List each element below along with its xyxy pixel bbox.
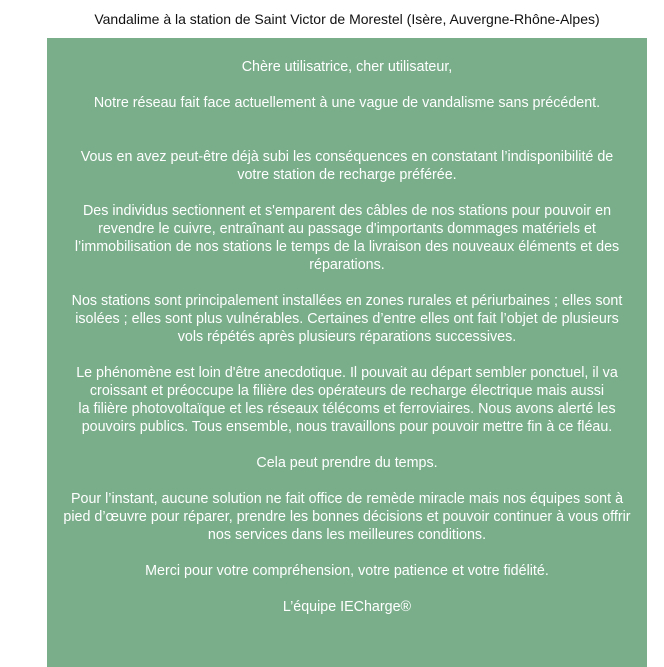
page-title: Vandalime à la station de Saint Victor de Morestel (Isère, Auvergne-Rhône-Alpes) xyxy=(47,0,647,38)
greeting-text: Chère utilisatrice, cher utilisateur, xyxy=(241,59,453,75)
paragraph-thanks: Merci pour votre compréhension, votre patience et votre fidélité. xyxy=(145,563,549,579)
message-panel xyxy=(47,38,647,667)
signature: L’équipe IECharge® xyxy=(282,599,412,615)
paragraph-unavailability: Vous en avez peut-être déjà subi les conséquences en constatant l’indisponibilité de votre station de recharge préférée. xyxy=(80,149,614,183)
paragraph-time: Cela peut prendre du temps. xyxy=(256,455,438,471)
paragraph-phenomenon xyxy=(63,364,631,436)
paragraph-phenomenon-part2: la filière photovoltaïque et les réseaux télécoms et ferroviaires. Nous avons alerté les pouvoirs publics. Tous ensemble, nous travaillons pour pouvoir mettre fin à ce fléau. xyxy=(78,401,616,435)
paragraph-rural-stations: Nos stations sont principalement installées en zones rurales et périurbaines ; elles sont isolées ; elles sont plus vulnérables. Certaines d’entre elles ont fait l’objet de plusieurs vols répétés après plusieurs réparations successives. xyxy=(71,293,623,345)
paragraph-teams: Pour l’instant, aucune solution ne fait office de remède miracle mais nos équipes sont à pied d’œuvre pour réparer, prendre les bonnes décisions et pouvoir continuer à vous offrir nos services dans les meilleures conditions. xyxy=(63,491,631,543)
paragraph-phenomenon-part1: Le phénomène est loin d'être anecdotique. Il pouvait au départ sembler ponctuel, il va croissant et préoccupe la filière des opérateurs de recharge électrique mais aussi xyxy=(76,365,618,399)
intro-paragraph: Notre réseau fait face actuellement à une vague de vandalisme sans précédent. xyxy=(93,95,601,111)
paragraph-cable-theft: Des individus sectionnent et s'emparent des câbles de nos stations pour pouvoir en revendre le cuivre, entraînant au passage d'importants dommages matériels et l’immobilisation de nos stations le temps de la livraison des nouveaux éléments et des réparations. xyxy=(74,203,620,273)
